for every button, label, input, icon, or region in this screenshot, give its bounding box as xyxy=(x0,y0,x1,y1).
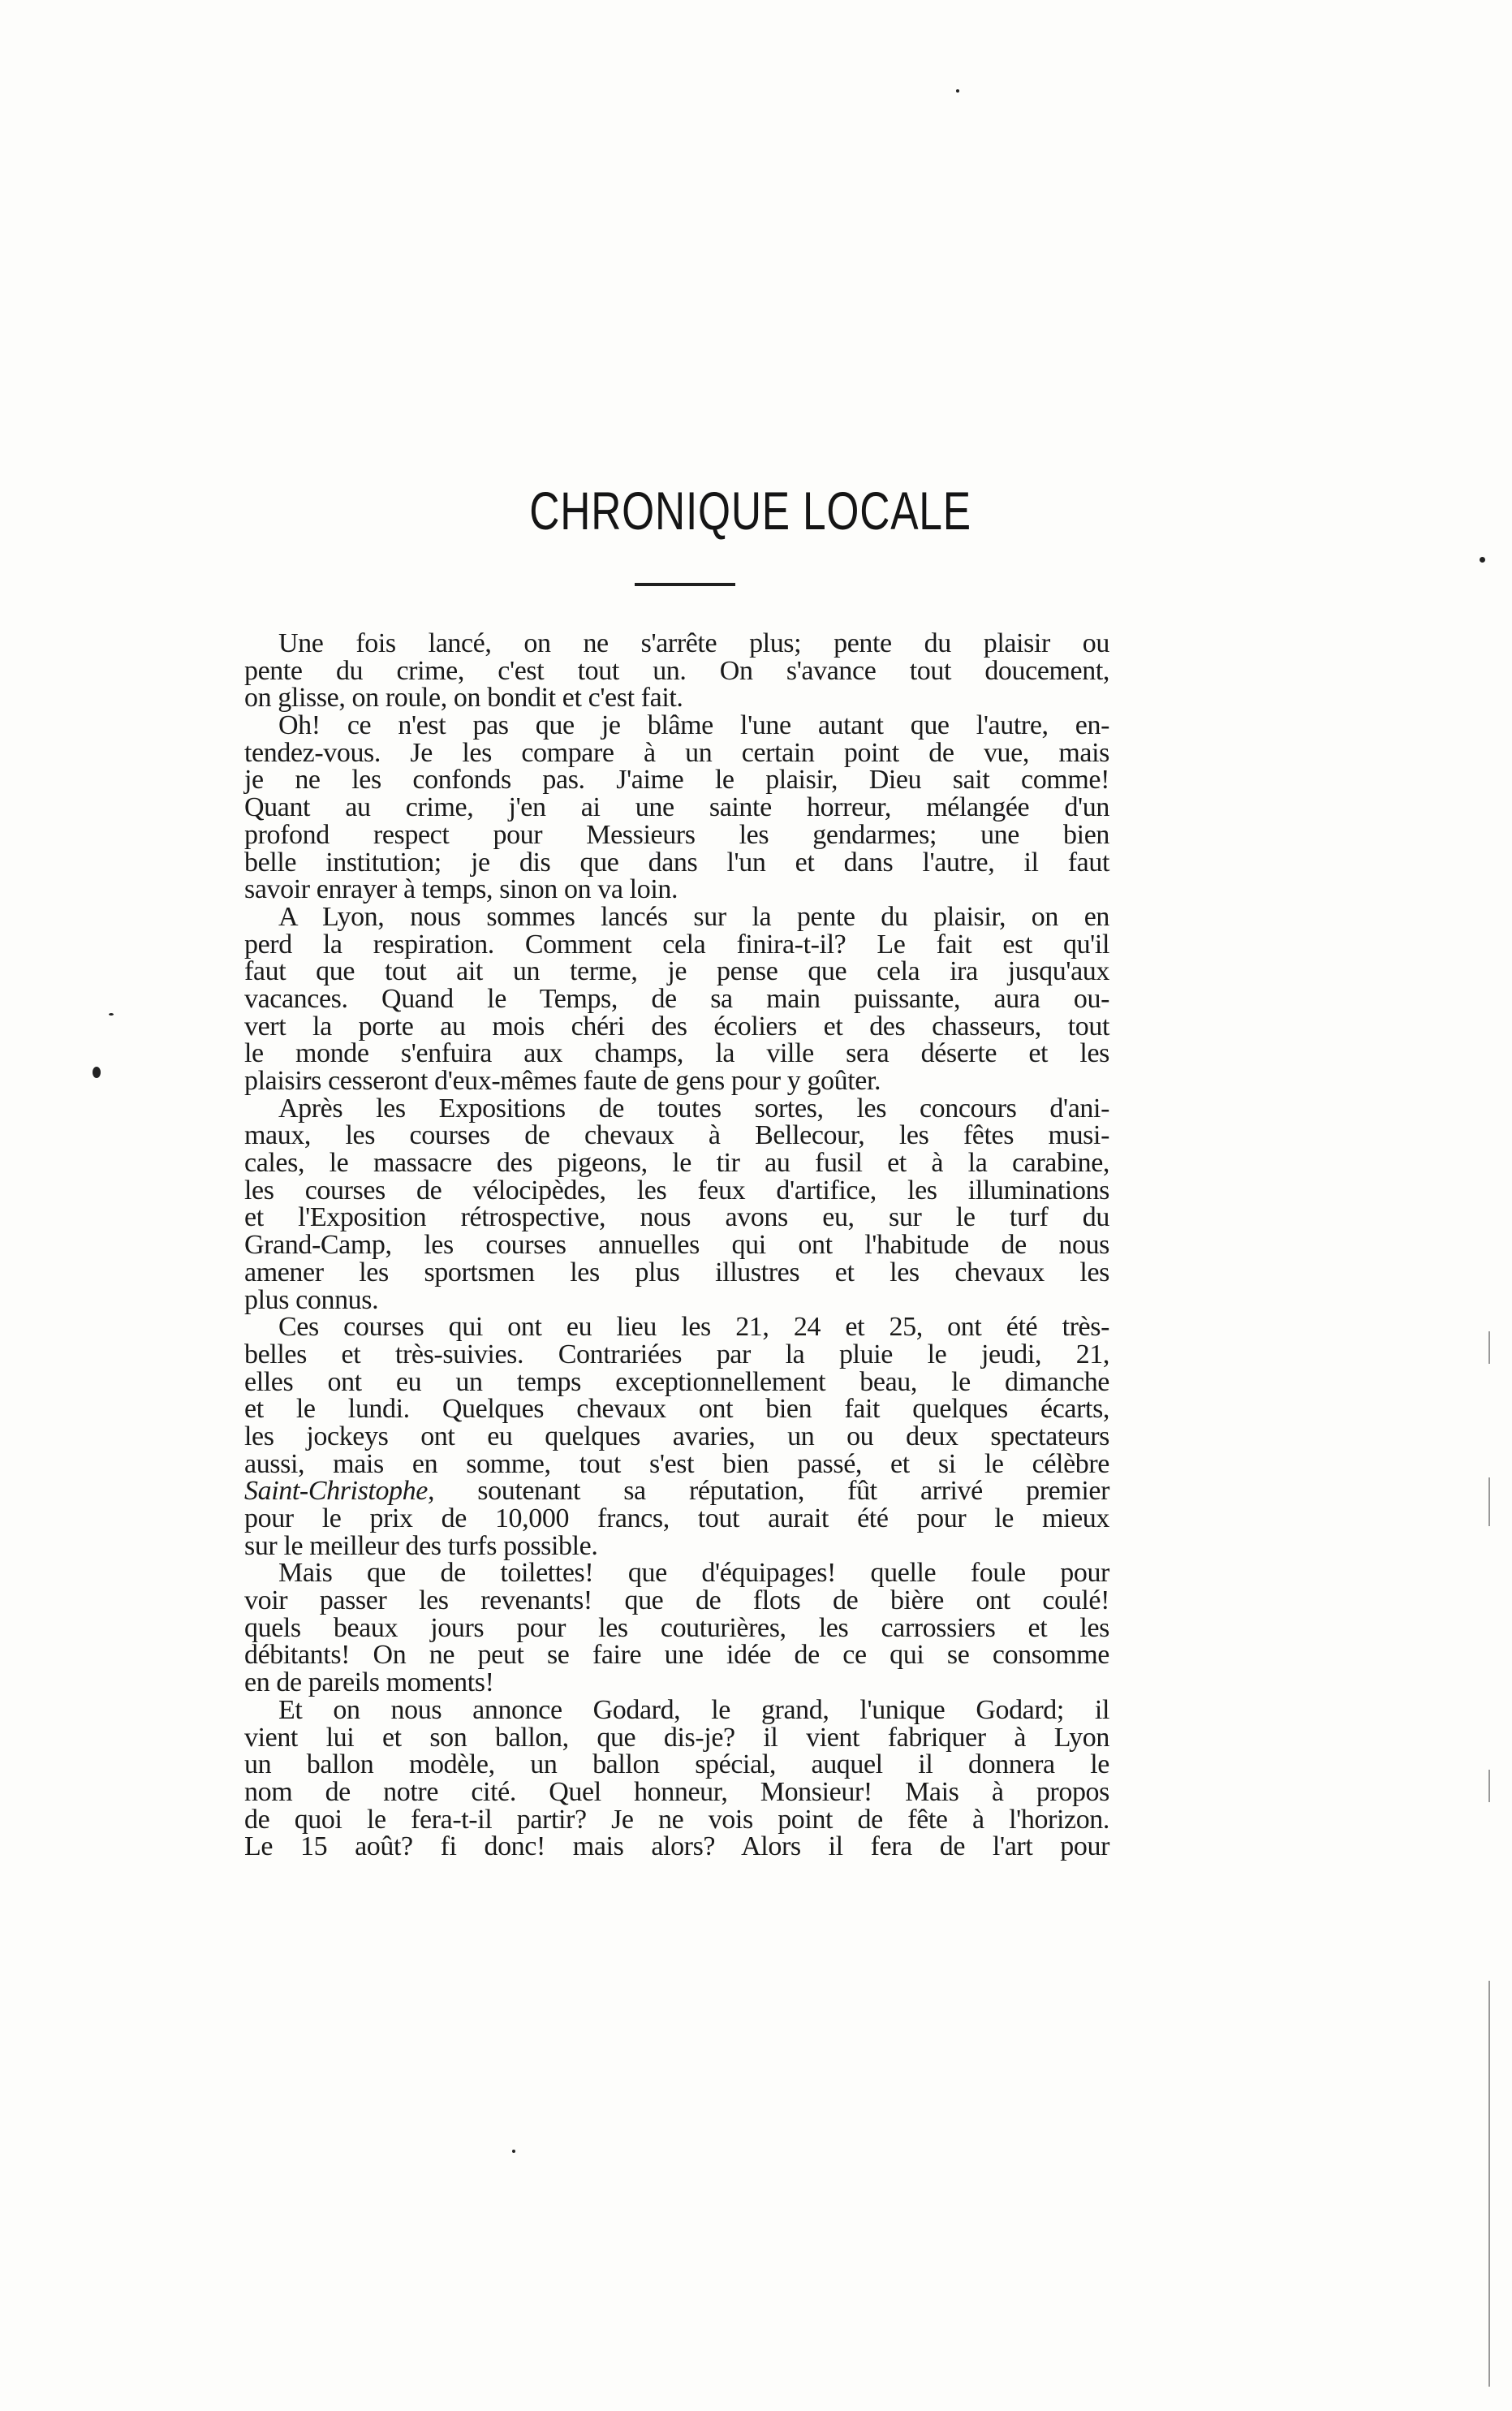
scan-edge-line xyxy=(1488,1477,1490,1526)
text-line: quels beaux jours pour les couturières, les carrossiers et les xyxy=(244,1612,1109,1643)
text-line: Après les Expositions de toutes sortes, les concours d'ani- xyxy=(278,1093,1109,1124)
scan-edge-line xyxy=(1488,1331,1490,1364)
text-line: savoir enrayer à temps, sinon on va loin. xyxy=(244,874,678,905)
text-line: et le lundi. Quelques chevaux ont bien fait quelques écarts, xyxy=(244,1394,1109,1425)
text-line: profond respect pour Messieurs les gendarmes; une bien xyxy=(244,819,1109,850)
text-line: Et on nous annonce Godard, le grand, l'unique Godard; il xyxy=(278,1694,1109,1725)
text-line: les jockeys ont eu quelques avaries, un ou deux spectateurs xyxy=(244,1421,1109,1451)
text-line: cales, le massacre des pigeons, le tir au fusil et à la carabine, xyxy=(244,1148,1109,1179)
text-line: pour le prix de 10,000 francs, tout aurait été pour le mieux xyxy=(244,1503,1109,1533)
text-line: pente du crime, c'est tout un. On s'avance tout doucement, xyxy=(244,655,1109,686)
text-line: vient lui et son ballon, que dis-je? il vient fabriquer à Lyon xyxy=(244,1722,1109,1753)
title-rule xyxy=(635,583,735,586)
text-line: un ballon modèle, un ballon spécial, auquel il donnera le xyxy=(244,1749,1109,1780)
text-line: vacances. Quand le Temps, de sa main puissante, aura ou- xyxy=(244,983,1109,1014)
text-line: elles ont eu un temps exceptionnellement beau, le dimanche xyxy=(244,1366,1109,1397)
text-line: plaisirs cesseront d'eux-mêmes faute de gens pour y goûter. xyxy=(244,1066,881,1096)
speck xyxy=(512,2150,515,2153)
text-line: belle institution; je dis que dans l'un et dans l'autre, il faut xyxy=(244,847,1109,878)
text-line: aussi, mais en somme, tout s'est bien passé, et si le célèbre xyxy=(244,1448,1109,1479)
text-line: A Lyon, nous sommes lancés sur la pente du plaisir, on en xyxy=(278,901,1109,932)
text-line: plus connus. xyxy=(244,1284,379,1315)
text-line: de quoi le fera-t-il partir? Je ne vois point de fête à l'horizon. xyxy=(244,1804,1109,1835)
page-title: CHRONIQUE LOCALE xyxy=(529,481,971,541)
text-line: le monde s'enfuira aux champs, la ville sera déserte et les xyxy=(244,1038,1109,1069)
text-line: Ces courses qui ont eu lieu les 21, 24 et 25, ont été très- xyxy=(278,1312,1109,1343)
text-line: Une fois lancé, on ne s'arrête plus; pente du plaisir ou xyxy=(278,628,1109,658)
text-line: débitants! On ne peut se faire une idée de ce qui se consomme xyxy=(244,1640,1109,1671)
text-line: tendez-vous. Je les compare à un certain point de vue, mais xyxy=(244,737,1109,768)
speck xyxy=(956,89,959,93)
text-line: perd la respiration. Comment cela finira-t-il? Le fait est qu'il xyxy=(244,929,1109,960)
scan-edge-line xyxy=(1488,1981,1490,2387)
text-line: sur le meilleur des turfs possible. xyxy=(244,1530,598,1561)
text-line: Quant au crime, j'en ai une sainte horreur, mélangée d'un xyxy=(244,792,1109,823)
text-line: nom de notre cité. Quel honneur, Monsieur! Mais à propos xyxy=(244,1776,1109,1807)
text-line: vert la porte au mois chéri des écoliers et des chasseurs, tout xyxy=(244,1011,1109,1042)
text-line: amener les sportsmen les plus illustres et les chevaux les xyxy=(244,1257,1109,1287)
text-line: Mais que de toilettes! que d'équipages! quelle foule pour xyxy=(278,1558,1109,1589)
speck xyxy=(1480,557,1485,563)
scan-edge-line xyxy=(1488,1770,1490,1802)
text-line: les courses de vélocipèdes, les feux d'artifice, les illuminations xyxy=(244,1175,1109,1206)
body-text xyxy=(244,630,1109,1861)
text-line: faut que tout ait un terme, je pense que cela ira jusqu'aux xyxy=(244,956,1109,987)
text-line: Oh! ce n'est pas que je blâme l'une autant que l'autre, en- xyxy=(278,710,1109,741)
text-line: voir passer les revenants! que de flots de bière ont coulé! xyxy=(244,1585,1109,1616)
text-line: Le 15 août? fi donc! mais alors? Alors il fera de l'art pour xyxy=(244,1831,1109,1862)
text-line: Saint-Christophe, soutenant sa réputation, fût arrivé premier xyxy=(244,1476,1109,1507)
text-line: Grand-Camp, les courses annuelles qui ont l'habitude de nous xyxy=(244,1230,1109,1261)
text-line: belles et très-suivies. Contrariées par la pluie le jeudi, 21, xyxy=(244,1339,1109,1369)
speck xyxy=(93,1067,101,1078)
text-line: en de pareils moments! xyxy=(244,1667,494,1698)
text-line: et l'Exposition rétrospective, nous avons eu, sur le turf du xyxy=(244,1202,1109,1233)
text-line: je ne les confonds pas. J'aime le plaisir, Dieu sait comme! xyxy=(244,765,1109,796)
speck xyxy=(109,1013,114,1016)
text-line: on glisse, on roule, on bondit et c'est fait. xyxy=(244,683,683,714)
text-line: maux, les courses de chevaux à Bellecour, les fêtes musi- xyxy=(244,1120,1109,1151)
